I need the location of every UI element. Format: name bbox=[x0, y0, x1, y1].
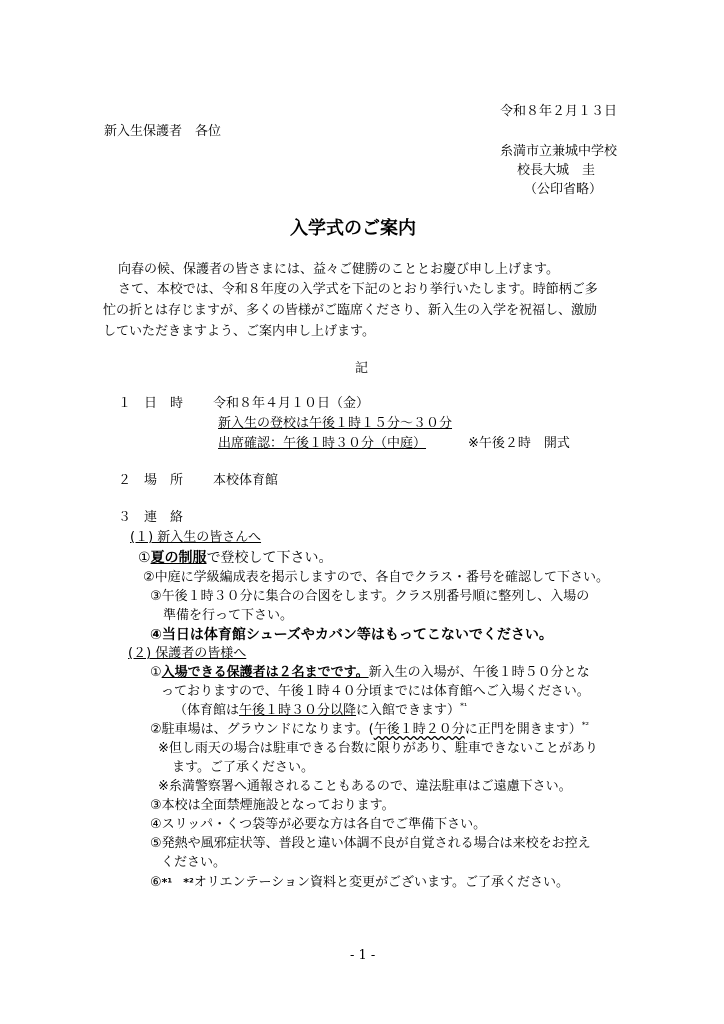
guardian-item-2c: ます。ご了承ください。 bbox=[172, 760, 314, 775]
guardian-item-2b: ※但し雨天の場合は駐車できる台数に限りがあり、駐車できないことがあり bbox=[158, 741, 598, 756]
school-name: 糸満市立兼城中学校 bbox=[500, 144, 618, 159]
guardian-item-6: ⑥*¹ *²オリエンテーション資料と変更がございます。ご了承ください。 bbox=[150, 875, 569, 890]
student-item-4: ④当日は体育館シューズやカバン等はもってこないでください。 bbox=[150, 627, 553, 643]
guardian-item-1: ①入場できる保護者は２名までです。新入生の入場が、午後１時５０分とな bbox=[150, 665, 590, 680]
guardian-item-2: ②駐車場は、グラウンドになります。(午後１時２０分に正門を開きます）$^{*^2}$ bbox=[150, 720, 589, 737]
student-item-3a: ③午後１時３０分に集合の合図をします。クラス別番号順に整列し、入場の bbox=[150, 589, 590, 604]
student-item-2: ②中庭に学級編成表を掲示しますので、各自でクラス・番号を確認して下さい。 bbox=[143, 570, 610, 585]
ki-marker: 記 bbox=[355, 361, 369, 376]
arrival-time: 新入生の登校は午後１時１５分～３０分 bbox=[218, 416, 453, 431]
guardian-item-1b: っておりますので、午後１時４０分頃までには体育館へご入場ください。 bbox=[161, 684, 590, 699]
document-date: 令和８年２月１３日 bbox=[500, 104, 618, 119]
intro-line-2: さて、本校では、令和８年度の入学式を下記のとおり挙行いたします。時節柄ご多 bbox=[118, 282, 598, 297]
guardian-item-3: ③本校は全面禁煙施設となっております。 bbox=[150, 798, 395, 813]
guardian-item-1c: （体育館は午後１時３０分以降に入館できます）$^{*^1}$ bbox=[174, 701, 468, 718]
page-title: 入学式のご案内 bbox=[290, 218, 416, 239]
principal-name: 校長大城 圭 bbox=[517, 163, 596, 178]
students-heading: (１) 新入生の皆さんへ bbox=[130, 530, 262, 545]
intro-line-4: していただきますよう、ご案内申し上げます。 bbox=[103, 324, 375, 339]
guardian-item-5a: ⑤発熱や風邪症状等、普段と違い体調不良が自覚される場合は来校をお控え bbox=[150, 836, 591, 851]
section1-label: １ 日 時 bbox=[118, 396, 184, 411]
ceremony-date: 令和８年４月１０日（金） bbox=[213, 396, 370, 411]
intro-line-3: 忙の折とは存じますが、多くの皆様がご臨席くださり、新入生の入学を祝福し、激励 bbox=[103, 303, 598, 318]
venue: 本校体育館 bbox=[213, 473, 279, 488]
footnote-mark-1: *¹ bbox=[460, 701, 468, 711]
footnote-mark-2: *² bbox=[581, 720, 589, 730]
recipient: 新入生保護者 各位 bbox=[104, 124, 222, 139]
guardians-heading: (２) 保護者の皆様へ bbox=[128, 646, 247, 661]
attendance-check: 出席確認：午後１時３０分（中庭） bbox=[218, 436, 427, 451]
student-item-3b: 準備を行って下さい。 bbox=[163, 608, 294, 623]
opening-time: ※午後２時 開式 bbox=[468, 436, 570, 451]
police-warning: ※糸満警察署へ通報されることもあるので、違法駐車はご遠慮下さい。 bbox=[158, 779, 572, 794]
section3-label: ３ 連 絡 bbox=[118, 510, 184, 525]
summer-uniform-text: 夏の制服 bbox=[150, 550, 207, 566]
student-item-1: ①夏の制服で登校して下さい。 bbox=[138, 550, 333, 566]
guardian-item-5b: ください。 bbox=[161, 855, 227, 870]
seal-note: （公印省略） bbox=[524, 182, 603, 197]
page-number: - 1 - bbox=[350, 948, 376, 963]
section2-label: ２ 場 所 bbox=[118, 473, 184, 488]
guardian-limit-text: 入場できる保護者は２名までです。 bbox=[161, 665, 369, 680]
guardian-item-4: ④スリッパ・くつ袋等が必要な方は各自でご準備下さい。 bbox=[150, 817, 487, 832]
intro-line-1: 向春の候、保護者の皆さまには、益々ご健勝のこととお慶び申し上げます。 bbox=[118, 262, 559, 277]
